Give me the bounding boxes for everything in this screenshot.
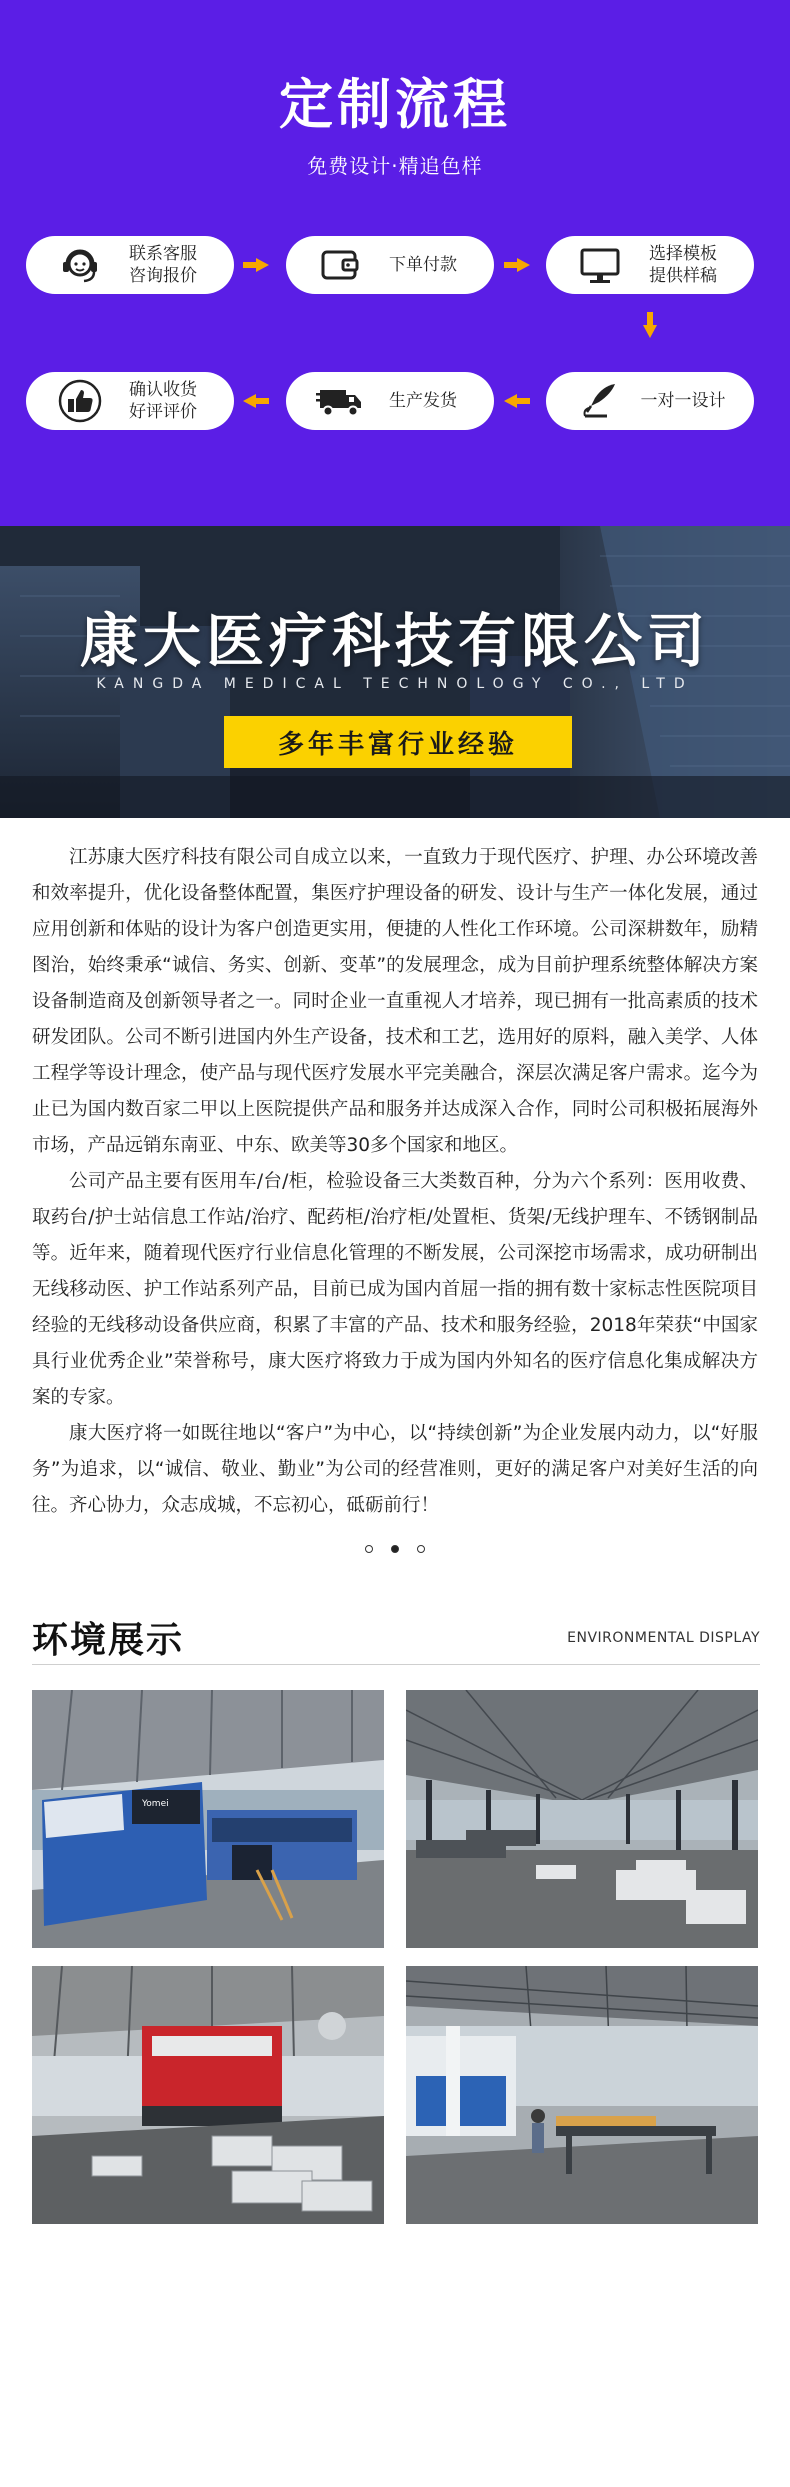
experience-tagline: 多年丰富行业经验 <box>224 716 572 768</box>
monitor-icon <box>576 241 624 289</box>
thumbs-up-icon <box>56 377 104 425</box>
arrow-left-icon <box>243 394 269 408</box>
intro-paragraph: 康大医疗将一如既往地以“客户”为中心，以“持续创新”为企业发展内动力，以“好服务”为追求，以“诚信、敬业、勤业”为公司的经营准则，更好的满足客户对美好生活的向往。齐心协力，众志成城，不忘初心，砥砺前行！ <box>32 1423 758 1516</box>
photo-laser-cutting-machine[interactable] <box>32 1690 384 1948</box>
step-label: 联系客服 <box>129 244 197 264</box>
step-label: 选择模板 <box>649 244 717 264</box>
step-order-pay[interactable] <box>286 236 494 294</box>
truck-icon <box>316 377 364 425</box>
environment-header <box>0 1594 790 1684</box>
step-confirm-receipt[interactable] <box>26 372 234 430</box>
environment-title-en: ENVIRONMENTAL DISPLAY <box>567 1630 760 1646</box>
step-one-on-one-design[interactable] <box>546 372 754 430</box>
step-label: 生产发货 <box>389 391 457 411</box>
intro-paragraph: 江苏康大医疗科技有限公司自成立以来，一直致力于现代医疗、护理、办公环境改善和效率提升，优化设备整体配置，集医疗护理设备的研发、设计与生产一体化发展，通过应用创新和体贴的设计为客户创造更实用，便捷的人性化工作环境。公司深耕数年，励精图治，始终秉承“诚信、务实、创新、变革”的发展理念，成为目前护理系统整体解决方案设备制造商及创新领导者之一。同时企业一直重视人才培养，现已拥有一批高素质的技术研发团队。公司不断引进国内外生产设备，技术和工艺，选用好的原料，融入美学、人体工程学等设计理念，使产品与现代医疗发展水平完美融合，深层次满足客户需求。迄今为止已为国内数百家二甲以上医院提供产品和服务并达成深入合作，同时公司积极拓展海外市场，产品远销东南亚、中东、欧美等30多个国家和地区。 <box>32 847 758 1156</box>
wallet-icon <box>316 241 364 289</box>
photo-warehouse-hall[interactable] <box>406 1690 758 1948</box>
company-name: 康大医疗科技有限公司 <box>79 607 710 675</box>
arrow-right-icon <box>243 258 269 272</box>
environment-section <box>0 1594 790 2244</box>
divider <box>32 1664 760 1665</box>
carousel-dots <box>32 1542 758 1556</box>
company-intro <box>0 818 790 1556</box>
process-title: 定制流程 <box>279 73 511 136</box>
company-banner <box>0 526 790 818</box>
carousel-dot[interactable] <box>365 1545 373 1553</box>
process-section <box>0 0 790 526</box>
carousel-dot-active[interactable] <box>391 1545 399 1553</box>
headset-icon <box>56 241 104 289</box>
step-contact-service[interactable] <box>26 236 234 294</box>
process-subtitle: 免费设计·精追色样 <box>307 154 483 178</box>
environment-photo-grid <box>0 1684 790 2244</box>
step-label: 一对一设计 <box>640 391 726 411</box>
step-label: 下单付款 <box>389 255 457 275</box>
arrow-right-icon <box>504 258 530 272</box>
environment-title: 环境展示 <box>32 1620 185 1661</box>
step-label: 确认收货 <box>129 380 197 400</box>
intro-paragraph: 公司产品主要有医用车/台/柜，检验设备三大类数百种，分为六个系列：医用收费、取药台/护士站信息工作站/治疗、配药柜/治疗柜/处置柜、货架/无线护理车、不锈钢制品等。近年来，随着现代医疗行业信息化管理的不断发展，公司深挖市场需求，成功研制出无线移动医、护工作站系列产品，目前已成为国内首屈一指的拥有数十家标志性医院项目经验的无线移动设备供应商，积累了丰富的产品、技术和服务经验，2018年荣获“中国家具行业优秀企业”荣誉称号，康大医疗将致力于成为国内外知名的医疗信息化集成解决方案的专家。 <box>32 1171 758 1408</box>
step-label: 提供样稿 <box>649 266 717 286</box>
machine-brand: Yomei <box>142 1799 169 1809</box>
step-production-shipping[interactable] <box>286 372 494 430</box>
photo-press-brake-workshop[interactable] <box>406 1966 758 2224</box>
step-select-template[interactable] <box>546 236 754 294</box>
step-label: 好评评价 <box>129 402 197 422</box>
company-name-en: KANGDA MEDICAL TECHNOLOGY CO., LTD <box>96 676 694 692</box>
arrow-down-icon <box>643 312 657 338</box>
step-label: 咨询报价 <box>129 266 197 286</box>
carousel-dot[interactable] <box>417 1545 425 1553</box>
photo-bending-machine[interactable] <box>32 1966 384 2224</box>
pen-icon <box>576 377 624 425</box>
arrow-left-icon <box>504 394 530 408</box>
